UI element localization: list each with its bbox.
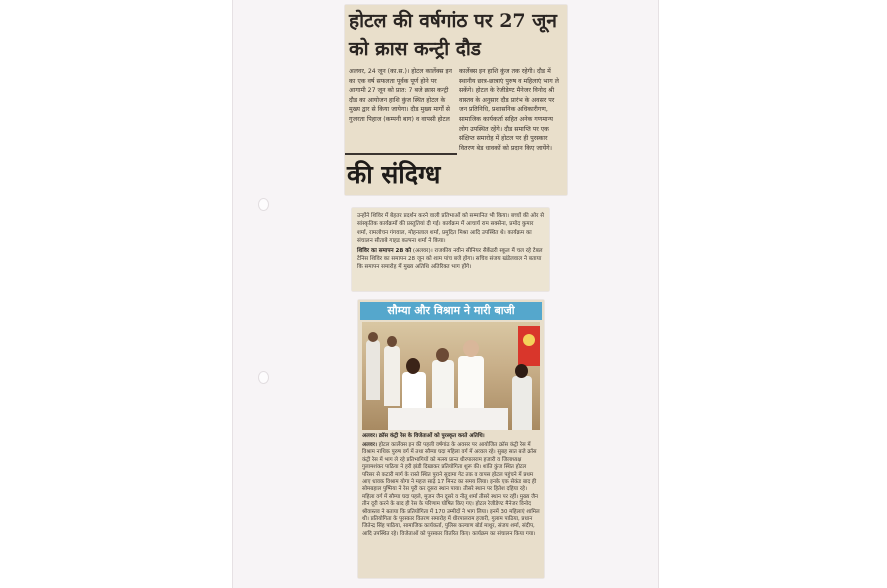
- clipping-title: सौम्या और विश्राम ने मारी बाजी: [360, 302, 542, 320]
- article-column-left: [349, 67, 453, 153]
- article-text: होटल कार्लेक्स इन की पहली वर्षगांठ के अवसर पर आयोजित क्रॉस कंट्री रेस में विश्राम नाथिक पुरुष वर्ग में तथा सौम्या घदा महिला वर्ग में अव्वल रहे। सुबह सात बजे क्रॉस कंट्री रेस में भाग ले रहे प्रतिभागियों को मत्स्य प्रान्त धीरपालराम हजारी व जिलाध्यक्ष गुलामशंकर पाठिया ने हरी झंडी दिखाकर प्रतियोगिता शुरू की। शांति कुंज स्थित होटल परिसर से कटारी मार्ग के रास्ते स्थित पुराने सुदामा गेट तक व वापस होटल पहुंचने में प्रथम आए धावक विश्राम योगा ने महज साढ़े 17 मिनट का समय लिया। इनके एक सेकंड बाद ही सोमबहाल पुष्पिया ने रेस पूरी कर दूसरा स्थान पाया। तीसरे स्थान पर हितेश दहिया रहे। महिला वर्ग में सौम्या घदा पहले, मुजन जैन दूसरे व नीतू शर्मा तीसरे स्थान पर रहीं। मुख्य जैन तीन दूरी करने के बाद ही रेस के परिणाम घोषित किए गए। होटल रेजीडेण्ट मैनेजर विनोद श्रीवास्तव ने बताया कि प्रतियोगिता में 170 उम्मीदों ने भाग लिया। इनमें 30 महिलाएं शामिल थी। प्रतियोगिता के पुरस्कार वितरण समारोह में धीरपालराम हजारी, गुलाम पाठिया, प्रधान जितेन्द्र सिंह पाठिया, सामाजिक कार्यकर्ता, पुलिस कल्याण बोर्ड माथुर, संजय शर्मा, संदीप, आदि उपस्थित रहे। विजेताओं को पुरस्कार वितरित किए। कार्यक्रम का संचालन किया गया।: [362, 442, 540, 537]
- person-head: [436, 348, 449, 362]
- person-head: [387, 336, 397, 347]
- adjacent-headline-fragment: की संदिग्ध: [345, 153, 457, 195]
- paragraph-lead: शिविर का समापन 28 को: [357, 247, 412, 254]
- photo-caption: अलवर। क्रॉस कंट्री रेस के विजेताओं को पुरस्कृत करते अतिथि।: [362, 433, 485, 439]
- punch-hole-top: [258, 198, 269, 211]
- paragraph-lead: अलवर।: [362, 442, 378, 448]
- article-text: (अलवर)। राजकीय नवीन सीनियर सैकेंडरी स्कूल में चल रहे टेबल टेनिस शिविर का समापन 28 जून को शाम पांच बजे होगा। सचिव संजय खंडेलवाल ने बताया कि समापन समारोह में मुख्य अतिथि अतिरिक्त भाग होंगे।: [357, 247, 543, 271]
- person-figure: [512, 376, 532, 430]
- article-text: कार्लेक्स इन हाशि कुंज तक रहेगी। दौड में स्थानीय छात्र-छात्राएं पुरुष व महिलाएं भाग ले सकेंगे। होटल के रेजीडेण्ट मैनेजर विनोद श्री वास्तव के अनुसार दौड प्रारंभ के अवसर पर जन प्रतिनिधि, प्रशासनिक अधिकारीगण, सामाजिक कार्यकर्ता सहित अनेक गणमान्य लोग उपस्थित रहेंगे। दौड समाप्ति पर एक संक्षिप्त समारोह में होटल पर ही पुरस्कार वितरण बेड धावकों को प्रदान किए जायेंगे।: [459, 68, 559, 152]
- person-head: [368, 332, 378, 342]
- article-text: अलवर, 24 जून (का.स.)। होटल कार्लेक्स इन का एक वर्ष सफलता पूर्वक पूर्ण होने पर आगामी 27 जून को प्रात: 7 बजे क्रास कन्ट्री दौड का आयोजन हाशि कुंज स्थित होटल के मुख्य द्वार से किया जायेगा। दौड मुख्य मार्गों से गुजरता पिहाज (कम्पनी बाग) व वापसी होटल: [349, 68, 452, 123]
- article-paragraph: [357, 247, 544, 272]
- article-columns: [349, 67, 563, 153]
- banner-graphic: [518, 326, 540, 366]
- prize-table: [388, 408, 508, 430]
- article-body: [362, 442, 540, 538]
- article-body: [357, 212, 544, 272]
- article-paragraph: [362, 442, 540, 538]
- article-column-right: [459, 67, 563, 153]
- newspaper-clipping-cross-country: [358, 300, 544, 578]
- newspaper-clipping-hotel-anniversary: [345, 5, 567, 195]
- punch-hole-bottom: [258, 371, 269, 384]
- person-head: [463, 340, 479, 357]
- person-figure: [384, 346, 400, 406]
- person-head: [515, 364, 528, 378]
- article-paragraph: उन्होंने शिविर में बेहतर प्रदर्शन करने वाली प्रतिभाओं को सम्मानित भी किया। बच्चों की ओर से सांस्कृतिक कार्यक्रमों की प्रस्तुतियां दी गई। कार्यक्रम में आचार्य राम सक्सेना, प्रमोद कुमार शर्मा, रामलोचन गंगवाल, मोहनलाल शर्मा, प्रमुदित मिश्रा आदि उपस्थित थे। कार्यक्रम का संचालन सीताबे गाहड कल्पना शर्मा ने किया।: [357, 213, 544, 245]
- clipping-headline: होटल की वर्षगांठ पर 27 जून को क्रास कन्ट्री दौड: [349, 10, 557, 60]
- person-head: [406, 358, 420, 374]
- person-figure: [366, 340, 380, 400]
- newspaper-clipping-camp: [352, 208, 549, 291]
- news-photo: [362, 322, 540, 430]
